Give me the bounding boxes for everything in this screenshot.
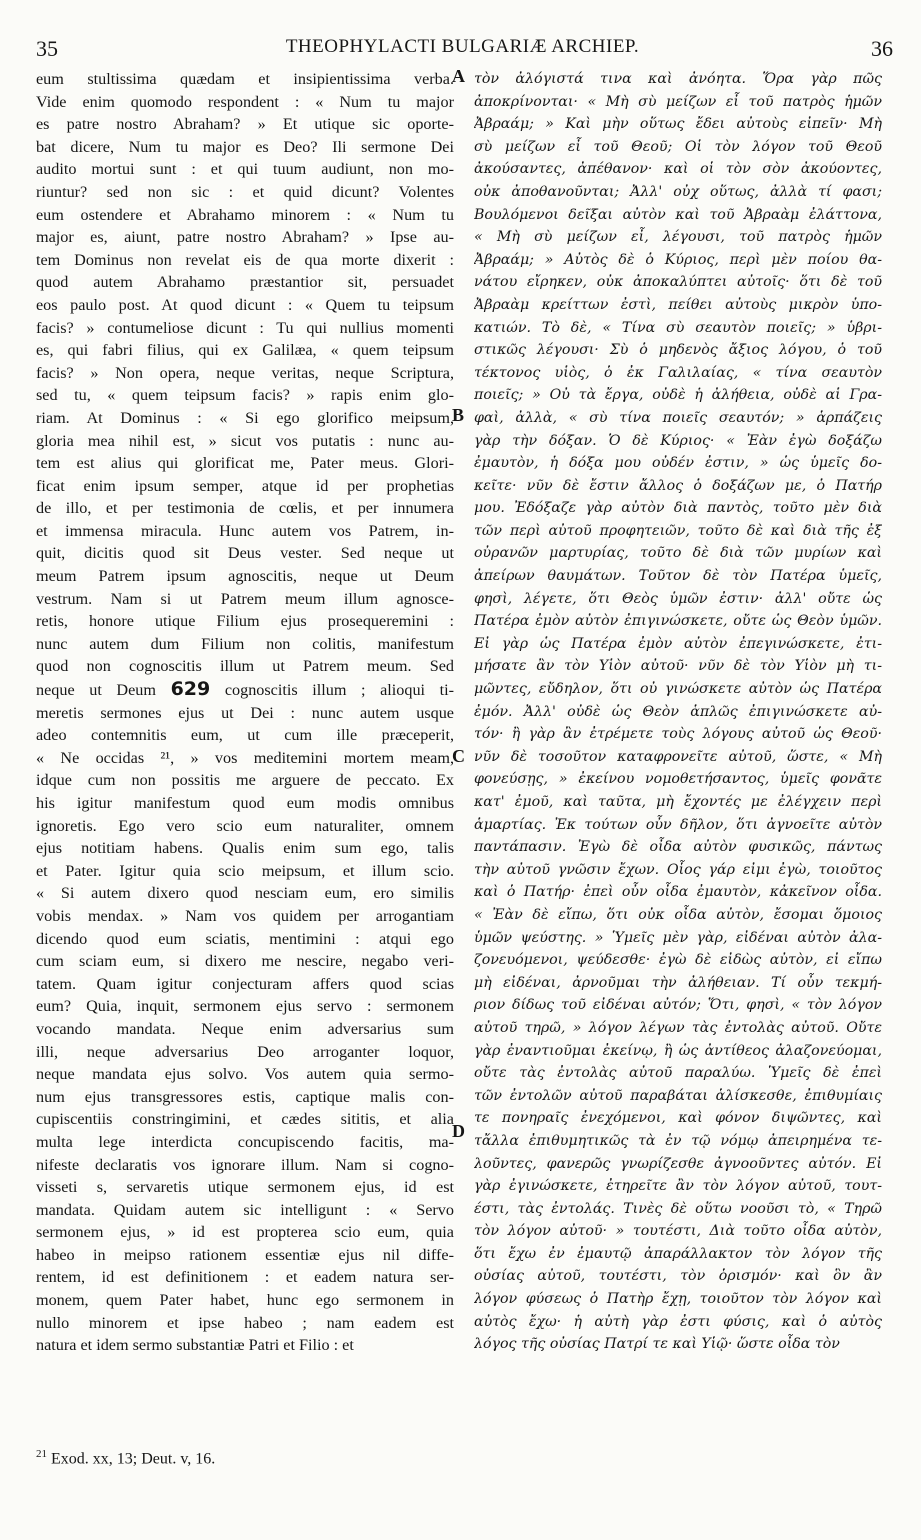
latin-line: « Si autem dixero quod nesciam eum, ero similis <box>36 884 454 903</box>
latin-line: facis? » contumeliose dicunt : Tu qui nullius momenti <box>36 318 454 337</box>
footnote-number: 21 <box>36 1448 47 1460</box>
latin-line: neque mandata ejus solvo. Vos autem quia sermo- <box>36 1065 454 1084</box>
greek-line: τὸν λόγον αὐτοῦ· » τουτέστι, Διὰ τοῦτο οἶδα αὐτὸν, <box>474 1223 882 1240</box>
latin-line: sermonem ejus, » id est propterea scio eum, quia <box>36 1223 454 1242</box>
greek-line: αὐτὸς ἔχω· ἡ αὐτὴ γὰρ ἐστι φύσις, καὶ ὁ αὐτὸς <box>474 1313 882 1330</box>
latin-line: rentem, id est definitionem : et eadem natura ser- <box>36 1268 454 1287</box>
greek-line: οὐρανῶν μαρτυρίας, τοῦτο δὲ διὰ τῶν μυρίων καὶ <box>474 545 882 562</box>
latin-line: vestrum. Nam si ut Patrem meum illum agnosce- <box>36 589 454 608</box>
greek-line: ἀκούσαντες, ἀπέθανον· καὶ οἱ τὸν σὸν ἀκούοντες, <box>474 161 882 178</box>
greek-line: ἁμαρτίας. Ἐκ τούτων οὖν δῆλον, ὅτι ἀγνοεῖτε αὐτὸν <box>474 816 882 833</box>
greek-line: ὅτι ἔχω ἐν ἐμαυτῷ ἀπαράλλακτον τὸν λόγον τῆς <box>474 1245 882 1262</box>
latin-line: meum Patrem ipsum agnoscitis, neque ut Deum <box>36 567 454 586</box>
latin-line: cupiscentiis constringimini, et cædes sititis, et alia <box>36 1110 454 1129</box>
greek-line: κατ' ἐμοῦ, καὶ ταῦτα, μὴ ἔχοντές με ἐλέγχειν περὶ <box>474 794 882 810</box>
latin-line: natura et idem sermo substantiæ Patri et Filio : et <box>36 1336 354 1355</box>
greek-line: τὸν ἀλόγιστά τινα καὶ ἀνόητα. Ὅρα γὰρ πῶς <box>474 71 882 87</box>
greek-line: γὰρ ἐγινώσκετε, ἐτηρεῖτε ἂν τὸν λόγον αὐτοῦ, τουτ- <box>474 1178 882 1195</box>
running-title: THEOPHYLACTI BULGARIÆ ARCHIEP. <box>285 36 640 57</box>
greek-line: ὑμῶν ψεύστης. » Ὑμεῖς μὲν γὰρ, εἰδέναι αὐτὸν ἀλα- <box>474 929 882 946</box>
greek-line: Πατέρα ἐμὸν αὐτὸν ἐπιγινώσκετε, οὔτε ὡς Θεὸν ὑμῶν. <box>474 613 882 630</box>
latin-line: vocando mandata. Neque enim adversarius sum <box>36 1019 454 1038</box>
greek-line: οὔτε τὰς ἐντολὰς αὐτοῦ παραλύω. Ὑμεῖς δὲ ἐπεὶ <box>474 1065 882 1082</box>
latin-line: ficat enim ipsum semper, atque id per prophetias <box>36 476 454 495</box>
greek-line: ἀποκρίνονται· « Μὴ σὺ μείζων εἶ τοῦ πατρὸς ἡμῶν <box>474 93 882 110</box>
greek-line: ριον δίδως τοῦ εἰδέναι αὐτόν; Ὅτι, φησὶ, « τὸν λόγον <box>474 997 882 1014</box>
latin-line: ejus notitiam habens. Qualis enim sum ego, talis <box>36 839 454 858</box>
greek-line: γὰρ ἐναντιοῦμαι ἐκείνῳ, ἢ ὡς ἀντίθεος ἀλαζονεύομαι, <box>474 1042 882 1059</box>
latin-line: et Pater. Igitur quia scio meipsum, et illum scio. <box>36 861 454 880</box>
latin-line: riuntur? sed non sic : et quid dicunt? Volentes <box>36 182 454 201</box>
greek-line: Ἀβραάμ; » Αὐτὸς δὲ ὁ Κύριος, περὶ μὲν ποίου θα- <box>474 251 882 268</box>
latin-line: riam. At Dominus : « Si ego glorifico meipsum, <box>36 408 454 427</box>
greek-line: τόν· ἢ γὰρ ἂν ἐτρέμετε τοὺς λόγους αὐτοῦ ὡς Θεοῦ· <box>474 726 882 743</box>
greek-line: τε πονηραῖς ἐνεχόμενοι, καὶ φόνον διψῶντες, καὶ <box>474 1110 882 1127</box>
latin-line: dicendo quod eum sciatis, mentimini : atqui ego <box>36 929 454 948</box>
latin-line: tatem. Quam igitur conjecturam affers quod scias <box>36 974 454 993</box>
greek-line: μῶντες, εὔδηλον, ὅτι οὐ γινώσκετε αὐτὸν ὡς Πατέρα <box>474 681 882 698</box>
latin-line: mandata. Quidam autem sic intelligunt : « Servo <box>36 1200 454 1219</box>
greek-column <box>474 68 882 1356</box>
greek-line: παντάπασιν. Ἐγὼ δὲ οἶδα αὐτὸν φυσικῶς, πάντως <box>474 839 882 856</box>
greek-line: αὐτοῦ τηρῶ, » λόγον λέγων τὰς ἐντολὰς αὐτοῦ. Οὔτε <box>474 1019 882 1036</box>
latin-line: quod non cognoscitis illum ut Patrem meum. Sed <box>36 657 454 676</box>
greek-line: καὶ ὁ Πατήρ· ἐπεὶ οὖν οἶδα ἐμαυτὸν, κἀκεῖνον οἶδα. <box>474 884 882 901</box>
left-page-number: 35 <box>36 36 58 61</box>
greek-line: τἄλλα ἐπιθυμητικῶς τὰ ἐν τῷ νόμῳ ἀπειρημένα τε- <box>474 1132 882 1149</box>
latin-line: adeo contemnitis eum, ut cum ille præceperit, <box>36 726 454 745</box>
latin-line: es, qui fabri filius, qui ex Galilæa, « quem teipsum <box>36 341 454 360</box>
latin-line-with-column-number <box>36 678 454 702</box>
latin-line: num ejus transgressores estis, captique malis con- <box>36 1087 454 1106</box>
greek-line: ἐμαυτὸν, ἡ δόξα μου οὐδέν ἐστιν, » ὡς ὑμεῖς δο- <box>474 455 882 472</box>
right-page-number: 36 <box>871 36 893 61</box>
latin-line: Vide enim quomodo respondent : « Num tu major <box>36 92 454 111</box>
greek-line: Εἰ γὰρ ὡς Πατέρα ἐμὸν αὐτὸν ἐπεγινώσκετε, ἐτι- <box>474 635 882 652</box>
greek-line: έστι, τὰς ἐντολάς. Τινὲς δὲ οὕτω νοοῦσι τὸ, « Τηρῶ <box>474 1200 882 1217</box>
greek-line: νάτου εἴρηκεν, οὐκ ἀποκαλύπτει αὐτοῖς· ὅτι δὲ τοῦ <box>474 274 882 291</box>
latin-line-part: cognoscitis illum ; alioqui ti- <box>224 681 454 700</box>
latin-line: cum sciam eum, si dixero me nescire, negabo veri- <box>36 952 454 971</box>
footnote <box>36 1448 215 1468</box>
greek-line: λόγον φύσεως ὁ Πατὴρ ἔχῃ, τοιοῦτον τὸν λόγον καὶ <box>474 1291 882 1308</box>
latin-line: nullo minorem et ipse habeo ; nam eadem est <box>36 1313 454 1332</box>
latin-line: meretis sermones ejus ut Dei : nunc autem usque <box>36 703 454 722</box>
greek-line: « Μὴ σὺ μείζων εἶ, λέγουσι, τοῦ πατρὸς ἡμῶν <box>474 229 882 246</box>
greek-line: φησὶ, λέγετε, ὅτι Θεὸς ὑμῶν ἐστιν· ἀλλ' οὔτε ὡς <box>474 590 882 607</box>
greek-line: λοῦντες, φανερῶς γνωρίζεσθε ἀγνοοῦντες αὐτόν. Εἰ <box>474 1155 882 1172</box>
latin-line: es patre nostro Abraham? » Et utique sic oporte- <box>36 115 454 134</box>
greek-line: τέκτονος υἱὸς, ὁ ἐκ Γαλιλαίας, « τίνα σεαυτὸν <box>474 364 882 381</box>
greek-line: ἐμόν. Ἀλλ' οὐδὲ ὡς Θεὸν ἁπλῶς ἐπιγινώσκετε αὐ- <box>474 703 882 720</box>
greek-line: τὴν αὐτοῦ γνῶσιν ἔχων. Οἷος γάρ εἰμι ἐγὼ, τοιοῦτος <box>474 861 882 878</box>
greek-line: λόγος τῆς οὐσίας Πατρί τε καὶ Υἱῷ· ὥστε οἶδα τὸν <box>474 1336 840 1353</box>
latin-column <box>36 68 454 1357</box>
greek-line: νῦν δὲ τοσοῦτον καταφρονεῖτε αὐτοῦ, ὥστε, « Μὴ <box>474 748 882 765</box>
latin-line: monem, quem Pater habet, hunc ego sermonem in <box>36 1291 454 1310</box>
greek-line: φαὶ, ἀλλὰ, « σὺ τίνα ποιεῖς σεαυτόν; » ἁρπάζεις <box>474 409 882 426</box>
latin-line: et immensa miracula. Hunc autem vos Patrem, in- <box>36 521 454 540</box>
latin-line: nifeste declaratis vos ignorare illum. Nam si cogno- <box>36 1155 454 1174</box>
latin-line: major es, aiunt, patre nostro Abraham? » Ipse au- <box>36 228 454 247</box>
latin-line: quit, dicitis quod sit Deus vester. Sed neque ut <box>36 544 454 563</box>
latin-line: visseti s, servaretis utique sermonem ejus, id est <box>36 1178 454 1197</box>
greek-line: ἀπείρων θαυμάτων. Τοῦτον δὲ τὸν Πατέρα ὑμεῖς, <box>474 568 882 585</box>
latin-line: multa lege interdicta concupiscendo facitis, ma- <box>36 1132 454 1151</box>
greek-line: τῶν ἐντολῶν αὐτοῦ παραβάται ἁλίσκεσθε, ἐπιθυμίαις <box>474 1087 882 1104</box>
latin-line: idque cum non possitis me arguere de peccato. Ex <box>36 771 454 790</box>
latin-line: nunc autem dum Filium non colitis, manifestum <box>36 634 454 653</box>
latin-line: vobis mendax. » Nam vos quidem per arrogantiam <box>36 906 454 925</box>
latin-line: tem est alius qui glorificat me, Pater meus. Glori- <box>36 454 454 473</box>
greek-line: σὺ μείζων εἶ τοῦ Θεοῦ; Οἱ τὸν λόγον τοῦ Θεοῦ <box>474 138 882 155</box>
greek-line: μου. Ἐδόξαζε γὰρ αὐτὸν διὰ παντὸς, τοῦτο μὲν διὰ <box>474 500 882 517</box>
greek-line: τῶν περὶ αὐτοῦ προφητειῶν, τοῦτο δὲ καὶ διὰ τῆς ἐξ <box>474 522 882 539</box>
greek-line: Ἀβραάμ; » Καὶ μὴν οὕτως ἔδει αὐτοὺς εἰπεῖν· Μὴ <box>474 116 882 133</box>
greek-line: φονεύσῃς, » ἐκείνου νομοθετήσαντος, ὑμεῖς φονᾶτε <box>474 771 882 788</box>
latin-line: de illo, et per testimonia de cœlis, et per innumera <box>36 499 454 518</box>
greek-line: Ἀβραὰμ κρείττων ἐστὶ, πείθει αὐτοὺς μικρὸν ὑπο- <box>474 296 882 313</box>
section-marker-c: C <box>452 746 465 766</box>
latin-line: « Ne occidas ²¹, » vos meditemini mortem meam, <box>36 748 454 767</box>
latin-line: eum ostendere et Abrahamo minorem : « Num tu <box>36 205 454 224</box>
greek-line: κατιών. Τὸ δὲ, « Τίνα σὺ σεαυτὸν ποιεῖς; » ὑβρι- <box>474 319 882 336</box>
latin-line: sed tu, « quem teipsum facis? » rapis enim glo- <box>36 386 454 405</box>
latin-line: facis? » Non opera, neque veritas, neque Scriptura, <box>36 363 454 382</box>
greek-line: στικῶς λέγουσι· Σὺ ὁ μηδενὸς ἄξιος λόγου, ὁ τοῦ <box>474 342 882 359</box>
greek-line: ζονευόμενοι, ψεύδεσθε· ἐγὼ δὲ εἰδὼς αὐτὸν, εἰ εἴπω <box>474 952 882 969</box>
section-marker-a: A <box>452 66 465 86</box>
section-marker-b: B <box>452 405 465 425</box>
latin-line: retis, honore utique Filium ejus prosequeremini : <box>36 612 454 631</box>
latin-line-part: neque ut Deum <box>36 681 156 700</box>
greek-line: μήσατε ἂν τὸν Υἱὸν αὐτοῦ· νῦν δὲ τὸν Υἱὸν μὴ τι- <box>474 658 882 675</box>
latin-line: bat dicere, Num tu major es Deo? Ili sermone Dei <box>36 137 454 156</box>
latin-line: habeo in meipso rationem essentiæ ejus nil diffe- <box>36 1245 454 1264</box>
latin-line: his igitur manifestum quod eum modis omnibus <box>36 794 454 812</box>
column-number: 629 <box>170 678 211 701</box>
latin-line: eum? Quia, inquit, sermonem ejus servo : sermonem <box>36 997 454 1016</box>
greek-line: ποιεῖς; » Οὐ τὰ ἔργα, οὐδὲ ἡ ἀλήθεια, οὐδὲ αἱ Γρα- <box>474 387 882 404</box>
latin-line: eum stultissima quædam et insipientissima verba. <box>36 70 454 88</box>
latin-line: audito mortui sunt : et qui tuum audiunt, non mo- <box>36 160 454 179</box>
latin-line: illi, neque adversarius Deo arroganter loquor, <box>36 1042 454 1061</box>
greek-line: οὐσίας αὐτοῦ, τουτέστι, τὸν ὁρισμόν· καὶ ὃν ἂν <box>474 1268 882 1285</box>
page-header <box>32 36 893 64</box>
latin-line: quod autem Abrahamo præstantior sit, persuadet <box>36 273 454 292</box>
greek-line: γὰρ τὴν δόξαν. Ὁ δὲ Κύριος· « Ἐὰν ἐγὼ δοξάζω <box>474 432 882 449</box>
latin-line: ignoretis. Ego vero scio eum naturaliter, omnem <box>36 816 454 835</box>
latin-line: gloria mea nihil est, » sicut vos putatis : nunc au- <box>36 431 454 450</box>
footnote-text: Exod. xx, 13; Deut. v, 16. <box>51 1450 216 1468</box>
greek-line: οὐκ ἀποθανοῦνται; Ἀλλ' οὐχ οὕτως, ἀλλὰ τί φασι; <box>474 183 882 200</box>
greek-line: Βουλόμενοι δεῖξαι αὐτὸν καὶ τοῦ Ἀβραὰμ ἐλάττονα, <box>474 206 882 223</box>
greek-line: κεῖτε· νῦν δὲ ἔστιν ἄλλος ὁ δοξάζων με, ὁ Πατήρ <box>474 477 882 494</box>
latin-line: tem Dominus non revelat eis de qua morte dixerit : <box>36 250 454 269</box>
greek-line: « Ἐὰν δὲ εἴπω, ὅτι οὐκ οἶδα αὐτὸν, ἔσομαι ὅμοιος <box>474 906 882 923</box>
greek-line: μὴ εἰδέναι, ἀρνοῦμαι τὴν ἀλήθειαν. Τί οὖν τεκμή- <box>474 974 882 991</box>
section-marker-d: D <box>452 1121 465 1141</box>
latin-line: eos paulo post. At quod dicunt : « Quem tu teipsum <box>36 295 454 314</box>
